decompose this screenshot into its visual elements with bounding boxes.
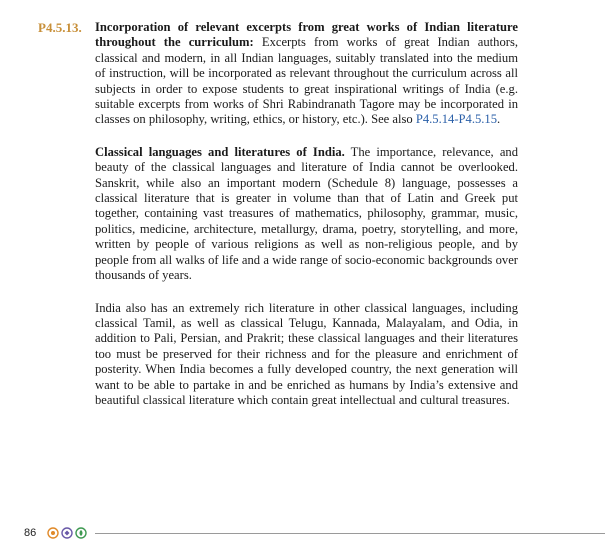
paragraph-classical-languages <box>95 145 518 284</box>
page-number: 86 <box>24 527 37 539</box>
document-body <box>95 20 518 408</box>
footer-logo-green-icon <box>75 527 87 539</box>
footer-logo-orange-icon <box>47 527 59 539</box>
cross-reference-link[interactable]: P4.5.14-P4.5.15 <box>415 112 498 127</box>
footer-divider <box>95 533 605 534</box>
paragraph-heading: Classical languages and literatures of India. <box>95 144 345 159</box>
paragraph-end: . <box>497 112 501 127</box>
paragraph-text: Excerpts from works of great Indian authors, classical and modern, in all Indian languages, suitably translated into the medium of instruction, will be incorporated as relevant throughout the curriculum across all subjects in order to expose students to great inspirational writings of India (e.g. suitable excerpts from works of Shri Rabindranath Tagore may be incorporated in classes on philosophy, writing, ethics, or history, etc.). See also <box>95 35 518 127</box>
footer-logo-purple-icon <box>61 527 73 539</box>
paragraph-spacer <box>95 284 518 301</box>
page-footer <box>0 524 611 544</box>
section-number: P4.5.13. <box>38 20 82 35</box>
paragraph-incorporation <box>95 20 518 128</box>
paragraph-text: The importance, relevance, and beauty of the classical languages and literature of India cannot be overlooked. Sanskrit, while also an important modern (Schedule 8) language, possesses a classical literature that is greater in volume than that of Latin and Greek put together, containing vast treasures of mathematics, philosophy, grammar, music, politics, medicine, architecture, metallurgy, drama, poetry, storytelling, and more, written by people of various religions as well as non-religious people, and by people from all walks of life and a wide range of socio-economic backgrounds over thousands of years. <box>95 144 519 283</box>
paragraph-other-classical-languages: India also has an extremely rich literature in other classical languages, including classical Tamil, as well as classical Telugu, Kannada, Malayalam, and Odia, in addition to Pali, Persian, and Prakrit; these classical languages and their literatures too must be preserved for their richness and for the pleasure and enrichment of posterity. When India becomes a fully developed country, the next generation will want to be able to partake in and be enriched as humans by India’s extensive and beautiful classical literature which contain great intellectual and cultural treasures. <box>95 300 518 407</box>
paragraph-spacer <box>95 128 518 145</box>
paragraph-heading: Incorporation of relevant excerpts from great works of Indian literature throughout the curriculum: <box>95 20 518 50</box>
